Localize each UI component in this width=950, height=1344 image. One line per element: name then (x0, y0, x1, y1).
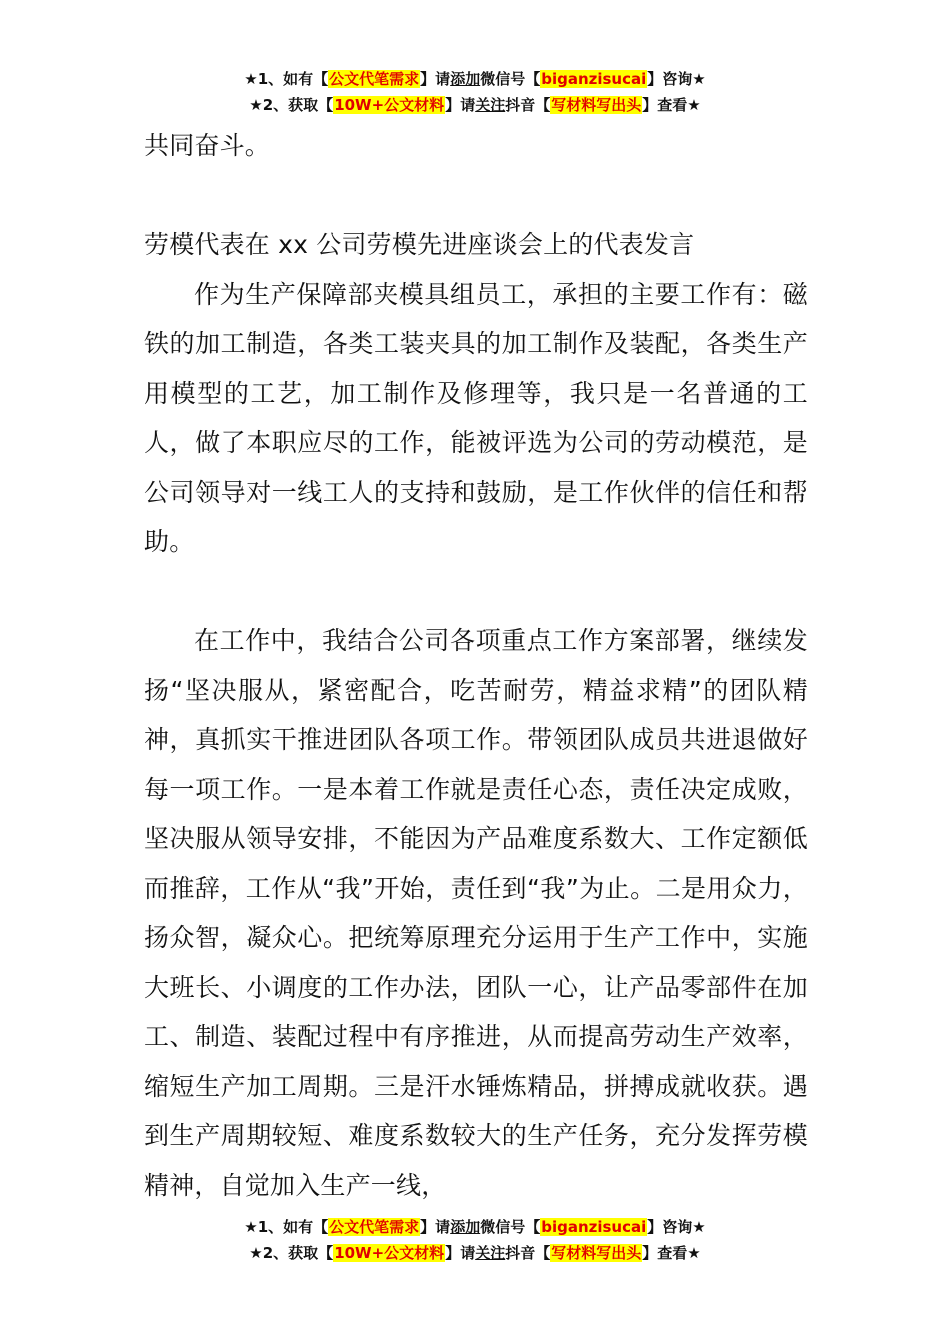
blank-line (144, 567, 808, 617)
banner-text: 】咨询★ (647, 1218, 706, 1236)
banner-highlight: 写材料写出头 (551, 96, 642, 114)
banner-text: ★1、如有【 (244, 70, 329, 88)
banner-text: 】请 (420, 1218, 451, 1236)
banner-line-2 (0, 92, 950, 118)
banner-underline: 添加 (450, 70, 481, 88)
banner-highlight: 10W+公文材料 (334, 96, 445, 114)
banner-highlight: biganzisucai (541, 70, 647, 88)
banner-text: 微信号【 (480, 70, 541, 88)
paragraph: 在工作中，我结合公司各项重点工作方案部署，继续发扬“坚决服从，紧密配合，吃苦耐劳，精益求精”的团队精神，真抓实干推进团队各项工作。带领团队成员共进退做好每一项工作。一是本着工作就是责任心态，责任决定成败，坚决服从领导安排，不能因为产品难度系数大、工作定额低而推辞，工作从“我”开始，责任到“我”为止。二是用众力，扬众智，凝众心。把统筹原理充分运用于生产工作中，实施大班长、小调度的工作办法，团队一心，让产品零部件在加工、制造、装配过程中有序推进，从而提高劳动生产效率，缩短生产加工周期。三是汗水锤炼精品，拼搏成就收获。遇到生产周期较短、难度系数较大的生产任务，充分发挥劳模精神，自觉加入生产一线， (144, 626, 808, 1200)
banner-text: 微信号【 (480, 1218, 541, 1236)
banner-text: 抖音【 (505, 1244, 551, 1262)
banner-highlight: 公文代笔需求 (329, 1218, 420, 1236)
banner-underline: 关注 (475, 1244, 506, 1262)
banner-line-1 (0, 66, 950, 92)
banner-text: 】请 (420, 70, 451, 88)
header-banner (0, 66, 950, 118)
banner-text: 抖音【 (505, 96, 551, 114)
banner-text: 】咨询★ (647, 70, 706, 88)
document-title: 劳模代表在 xx 公司劳模先进座谈会上的代表发言 (144, 230, 695, 259)
banner-highlight: 10W+公文材料 (334, 1244, 445, 1262)
document-body (144, 121, 808, 1210)
banner-text: ★2、获取【 (249, 96, 334, 114)
banner-underline: 添加 (450, 1218, 481, 1236)
banner-text: ★1、如有【 (244, 1218, 329, 1236)
banner-line-1 (0, 1214, 950, 1240)
banner-text: 】请 (445, 1244, 476, 1262)
banner-text: 】请 (445, 96, 476, 114)
banner-text: 】查看★ (642, 96, 701, 114)
paragraph: 作为生产保障部夹模具组员工，承担的主要工作有：磁铁的加工制造，各类工装夹具的加工制作及装配，各类生产用模型的工艺，加工制作及修理等，我只是一名普通的工人，做了本职应尽的工作，能被评选为公司的劳动模范，是公司领导对一线工人的支持和鼓励，是工作伙伴的信任和帮助。 (144, 279, 808, 556)
banner-text: 】查看★ (642, 1244, 701, 1262)
banner-underline: 关注 (475, 96, 506, 114)
banner-line-2 (0, 1240, 950, 1266)
blank-line (144, 171, 808, 221)
footer-banner (0, 1214, 950, 1266)
banner-highlight: biganzisucai (541, 1218, 647, 1236)
banner-text: ★2、获取【 (249, 1244, 334, 1262)
banner-highlight: 写材料写出头 (551, 1244, 642, 1262)
paragraph-continued: 共同奋斗。 (144, 131, 271, 160)
banner-highlight: 公文代笔需求 (329, 70, 420, 88)
